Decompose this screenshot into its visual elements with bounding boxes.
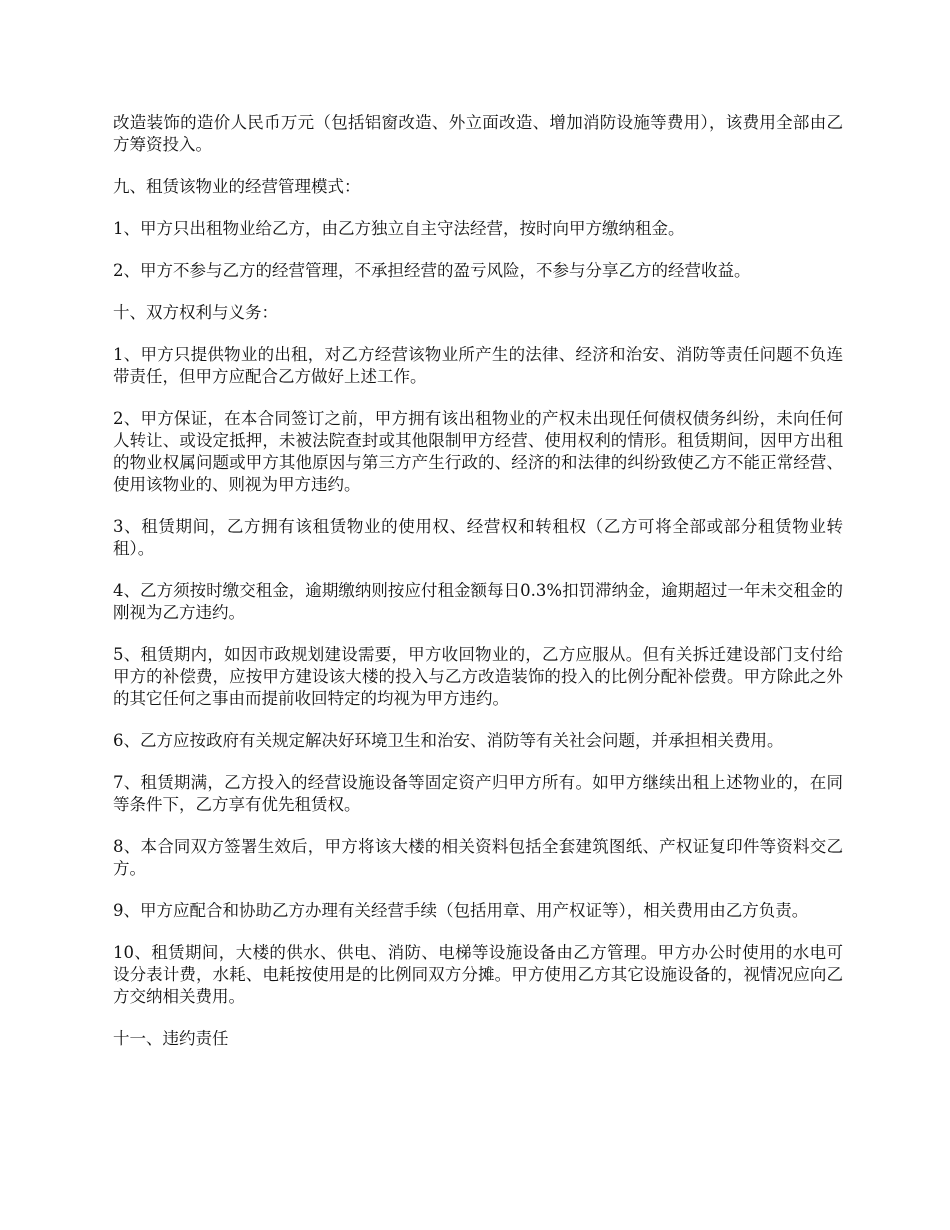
clause-9-2: 2、甲方不参与乙方的经营管理，不承担经营的盈亏风险，不参与分享乙方的经营收益。 [113, 261, 751, 280]
clause-10-6: 6、乙方应按政府有关规定解决好环境卫生和治安、消防等有关社会问题，并承担相关费用。 [113, 731, 784, 750]
clause-10-5: 5、租赁期内，如因市政规划建设需要，甲方收回物业的，乙方应服从。但有关拆迁建设部门支付给甲方的补偿费，应按甲方建设该大楼的投入与乙方改造装饰的投入的比例分配补偿费。甲方除此之外的其它任何之事由而提前收回特定的均视为甲方违约。 [113, 645, 843, 708]
clause-10-7: 7、租赁期满，乙方投入的经营设施设备等固定资产归甲方所有。如甲方继续出租上述物业的，在同等条件下，乙方享有优先租赁权。 [113, 773, 843, 814]
section-heading-management-mode: 九、租赁该物业的经营管理模式： [113, 177, 361, 196]
clause-10-8: 8、本合同双方签署生效后，甲方将该大楼的相关资料包括全套建筑图纸、产权证复印件等资料交乙方。 [113, 837, 843, 878]
clause-10-4: 4、乙方须按时缴交租金，逾期缴纳则按应付租金额每日0.3%扣罚滞纳金，逾期超过一年未交租金的刚视为乙方违约。 [113, 581, 843, 622]
clause-9-1: 1、甲方只出租物业给乙方，由乙方独立自主守法经营，按时向甲方缴纳租金。 [113, 219, 685, 238]
clause-10-9: 9、甲方应配合和协助乙方办理有关经营手续（包括用章、用产权证等），相关费用由乙方负责。 [113, 901, 809, 920]
paragraph-renovation-cost: 改造装饰的造价人民币万元（包括铝窗改造、外立面改造、增加消防设施等费用），该费用全部由乙方筹资投入。 [113, 113, 843, 154]
clause-10-2: 2、甲方保证，在本合同签订之前，甲方拥有该出租物业的产权未出现任何债权债务纠纷，未向任何人转让、或设定抵押，未被法院查封或其他限制甲方经营、使用权利的情形。租赁期间，因甲方出租的物业权属问题或甲方其他原因与第三方产生行政的、经济的和法律的纠纷致使乙方不能正常经营、使用该物业的、则视为甲方违约。 [113, 409, 843, 494]
clause-10-3: 3、租赁期间，乙方拥有该租赁物业的使用权、经营权和转租权（乙方可将全部或部分租赁物业转租）。 [113, 517, 843, 558]
section-heading-breach-liability: 十一、违约责任 [113, 1029, 229, 1048]
section-heading-rights-obligations: 十、双方权利与义务： [113, 303, 278, 322]
document-page [113, 112, 843, 1070]
clause-10-10: 10、租赁期间，大楼的供水、供电、消防、电梯等设施设备由乙方管理。甲方办公时使用的水电可设分表计费，水耗、电耗按使用是的比例同双方分摊。甲方使用乙方其它设施设备的，视情况应向乙方交纳相关费用。 [113, 943, 843, 1006]
clause-10-1: 1、甲方只提供物业的出租，对乙方经营该物业所产生的法律、经济和治安、消防等责任问题不负连带责任，但甲方应配合乙方做好上述工作。 [113, 345, 843, 386]
